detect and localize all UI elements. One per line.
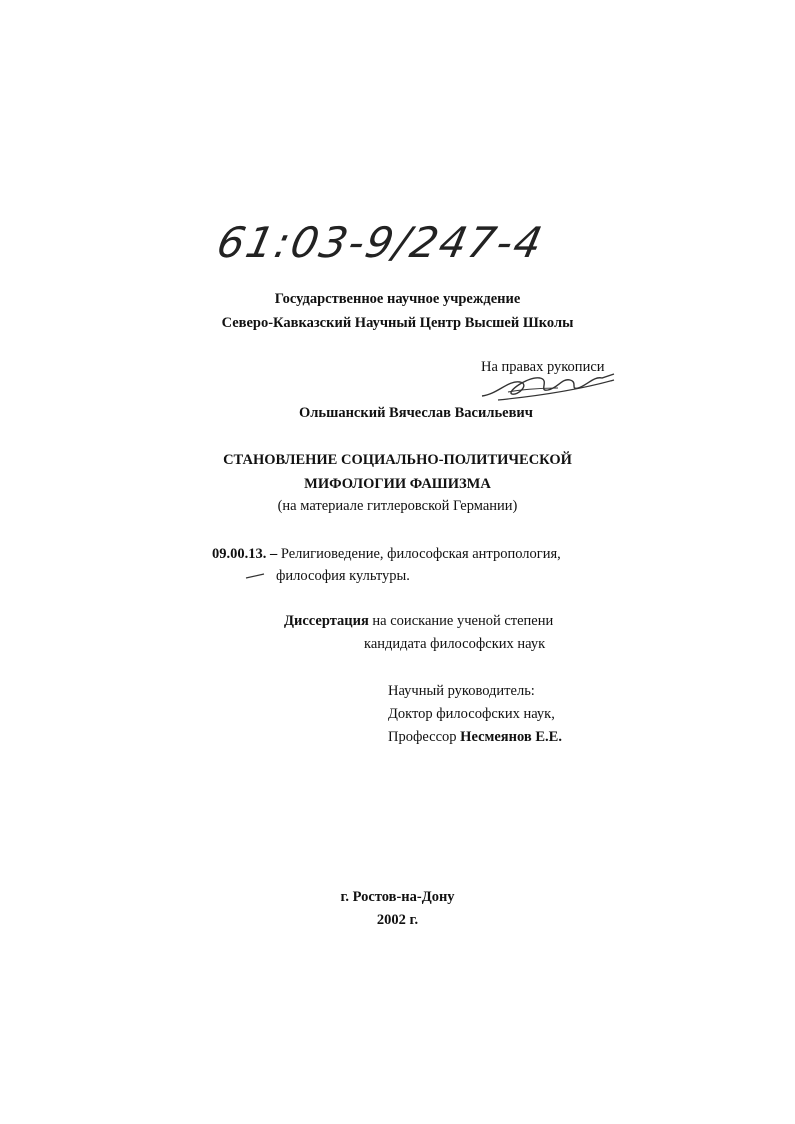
supervisor-degree: Доктор философских наук, bbox=[388, 706, 555, 722]
supervisor-name: Несмеянов Е.Е. bbox=[460, 729, 562, 745]
specialty-name-2: философия культуры. bbox=[276, 568, 410, 584]
specialty-code: 09.00.13. – bbox=[212, 546, 278, 562]
title-line-2: МИФОЛОГИИ ФАШИЗМА bbox=[304, 476, 491, 492]
signature-icon bbox=[478, 366, 618, 406]
supervisor-title: Профессор bbox=[388, 729, 457, 745]
title-subtitle: (на материале гитлеровской Германии) bbox=[277, 498, 518, 514]
degree-label: Диссертация bbox=[284, 613, 369, 629]
place: г. Ростов-на-Дону bbox=[340, 889, 455, 905]
supervisor-label: Научный руководитель: bbox=[388, 683, 535, 699]
manuscript-rights: На правах рукописи bbox=[481, 359, 605, 375]
title-line-1: СТАНОВЛЕНИЕ СОЦИАЛЬНО-ПОЛИТИЧЕСКОЙ bbox=[223, 452, 572, 468]
degree-line-1 bbox=[284, 613, 553, 630]
specialty-name-1: Религиоведение, философская антропология, bbox=[280, 546, 561, 562]
institution-line-1: Государственное научное учреждение bbox=[274, 291, 521, 307]
handwritten-archive-code: 61:03-9/247-4 bbox=[212, 218, 549, 267]
author-name: Ольшанский Вячеслав Васильевич bbox=[299, 405, 533, 421]
institution-line-2: Северо-Кавказский Научный Центр Высшей Школы bbox=[221, 315, 574, 331]
degree-rest: на соискание ученой степени bbox=[372, 613, 554, 629]
pen-mark-icon bbox=[244, 572, 268, 580]
degree-line-2: кандидата философских наук bbox=[364, 636, 546, 652]
year: 2002 г. bbox=[376, 912, 419, 928]
specialty-line-1 bbox=[212, 546, 561, 563]
supervisor-line bbox=[388, 729, 562, 746]
